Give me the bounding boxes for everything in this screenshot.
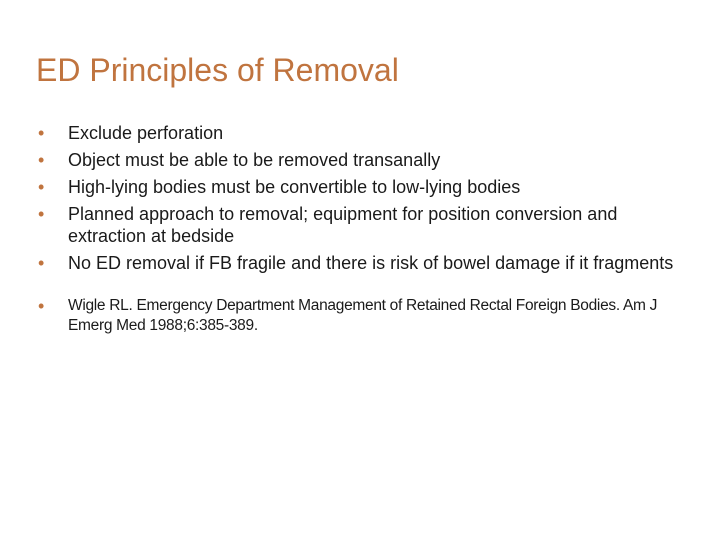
bullet-list [38,122,688,341]
bullet-dot-icon: • [38,177,45,197]
list-item [38,252,688,274]
bullet-text: Exclude perforation [68,123,224,143]
bullet-text: Object must be able to be removed transanally [68,150,441,170]
list-item [38,149,688,171]
list-item [38,176,688,198]
list-item [38,122,688,144]
bullet-text: No ED removal if FB fragile and there is risk of bowel damage if it fragments [68,253,674,273]
bullet-dot-icon: • [38,123,45,143]
bullet-dot-icon: • [38,296,45,316]
bullet-dot-icon: • [38,150,45,170]
list-item [38,203,688,247]
slide-title: ED Principles of Removal [36,52,399,88]
reference-text: Wigle RL. Emergency Department Management of Retained Rectal Foreign Bodies. Am J Emerg Med 1988;6:385-389. [68,297,658,334]
bullet-dot-icon: • [38,204,45,224]
bullet-dot-icon: • [38,253,45,273]
bullet-text: High-lying bodies must be convertible to low-lying bodies [68,177,521,197]
reference-item [38,296,688,336]
bullet-text: Planned approach to removal; equipment for position conversion and extraction at bedside [68,204,618,246]
